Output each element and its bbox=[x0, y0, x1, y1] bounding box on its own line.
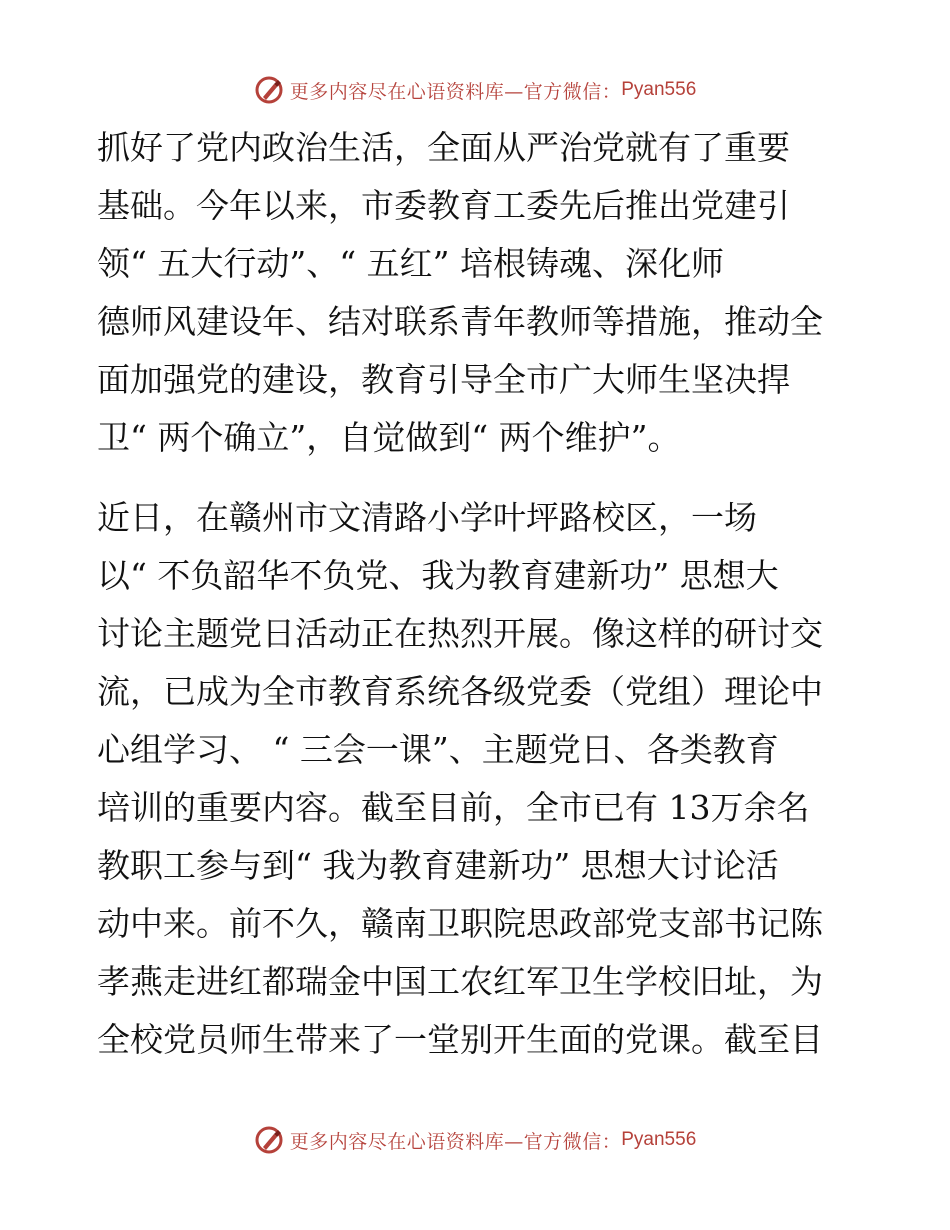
watermark-handle: Pyan556 bbox=[621, 1129, 697, 1150]
article-body bbox=[97, 119, 857, 1069]
text-line: 孝燕走进红都瑞金中国工农红军卫生学校旧址，为 bbox=[97, 962, 823, 1001]
text-line: 抓好了党内政治生活，全面从严治党就有了重要 bbox=[97, 128, 790, 167]
text-line: 讨论主题党日活动正在热烈开展。像这样的研讨交 bbox=[97, 614, 823, 653]
text-line: 面加强党的建设，教育引导全市广大师生坚决捍 bbox=[97, 360, 790, 399]
text-line: 基础。今年以来，市委教育工委先后推出党建引 bbox=[97, 186, 790, 225]
header-watermark bbox=[0, 70, 950, 110]
text-line: 心组学习、 “ 三会一课”、主题党日、各类教育 bbox=[97, 730, 779, 769]
watermark-handle: Pyan556 bbox=[621, 79, 697, 100]
paragraph-gap bbox=[97, 467, 857, 489]
footer-watermark bbox=[0, 1120, 950, 1160]
watermark-text: 更多内容尽在心语资料库—官方微信： bbox=[289, 1130, 622, 1153]
paragraph-2 bbox=[97, 489, 857, 1069]
text-line: 德师风建设年、结对联系青年教师等措施，推动全 bbox=[97, 302, 823, 341]
text-line: 以“ 不负韶华不负党、我为教育建新功” 思想大 bbox=[97, 556, 779, 595]
text-line: 近日，在赣州市文清路小学叶坪路校区，一场 bbox=[97, 498, 757, 537]
text-line: 培训的重要内容。截至目前，全市已有 13万余名 bbox=[97, 788, 810, 827]
text-line: 全校党员师生带来了一堂别开生面的党课。截至目 bbox=[97, 1020, 823, 1059]
pen-circle-logo-icon bbox=[254, 75, 284, 105]
text-line: 动中来。前不久，赣南卫职院思政部党支部书记陈 bbox=[97, 904, 823, 943]
text-line: 流，已成为全市教育系统各级党委（党组）理论中 bbox=[97, 672, 823, 711]
paragraph-1 bbox=[97, 119, 857, 467]
text-line: 教职工参与到“ 我为教育建新功” 思想大讨论活 bbox=[97, 846, 779, 885]
text-line: 卫“ 两个确立”，自觉做到“ 两个维护”。 bbox=[97, 418, 681, 457]
text-line: 领“ 五大行动”、“ 五红” 培根铸魂、深化师 bbox=[97, 244, 724, 283]
pen-circle-logo-icon bbox=[254, 1125, 284, 1155]
watermark-text: 更多内容尽在心语资料库—官方微信： bbox=[289, 80, 622, 103]
